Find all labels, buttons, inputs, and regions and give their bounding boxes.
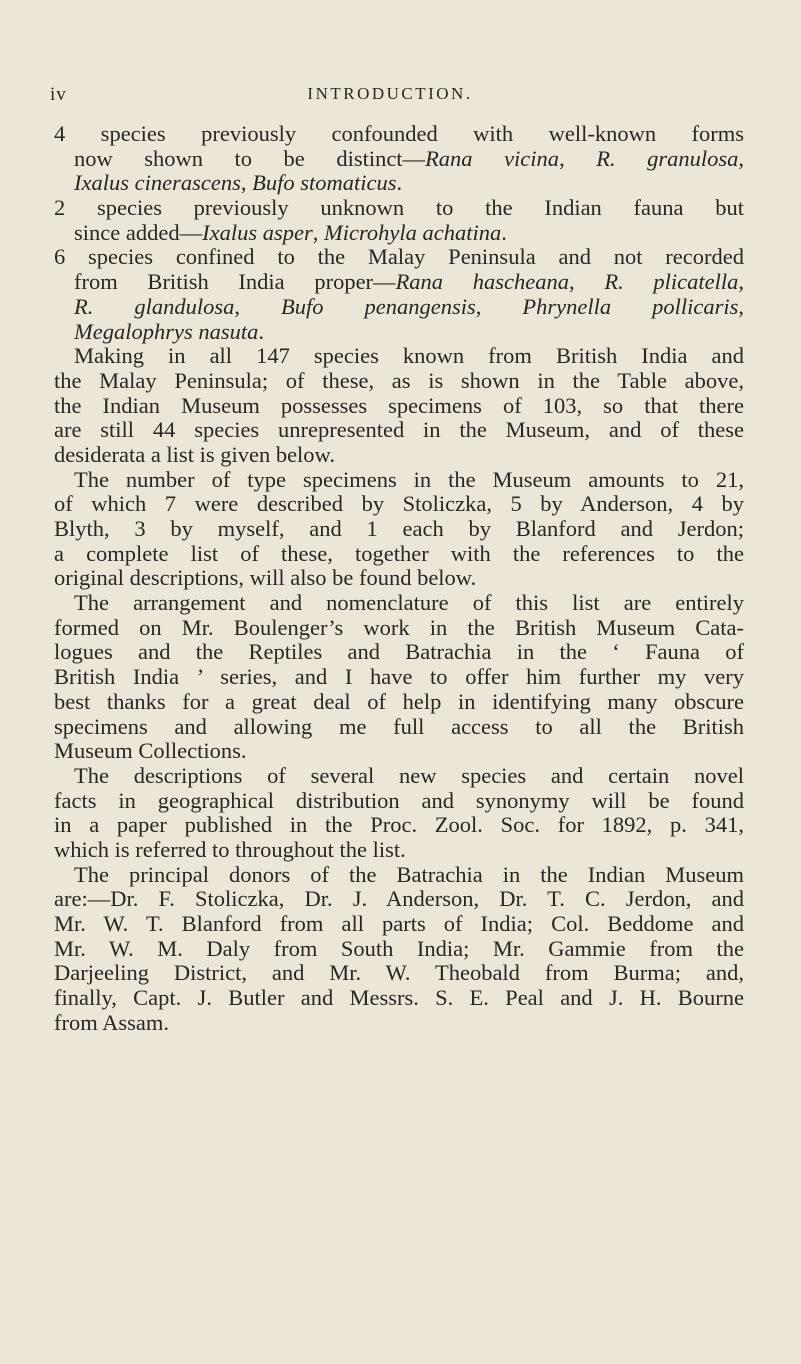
species-name: Microhyla achatina — [323, 220, 502, 245]
text-line: 4 species previously confounded with well-known forms — [54, 122, 744, 146]
text-line: Mr. W. T. Blanford from all parts of India; Col. Beddome and — [54, 912, 744, 936]
species-name: Ixalus cinerascens — [74, 171, 241, 196]
text-line: Museum Collections. — [54, 739, 247, 764]
text-line: Darjeeling District, and Mr. W. Theobald from Burma; and, — [54, 961, 744, 986]
text-line: are still 44 species unrepresented in the Museum, and of these — [54, 418, 744, 443]
text-line: specimens and allowing me full access to all the British — [54, 714, 744, 739]
text-line: Blyth, 3 by myself, and 1 each by Blanford and Jerdon; — [54, 517, 744, 541]
species-name: Bufo penangensis — [281, 294, 476, 319]
text-line: R. glandulosa, Bufo penangensis, Phrynella pollicaris, — [74, 294, 744, 319]
text-line: Megalophrys nasuta. — [74, 319, 264, 344]
text-line: original descriptions, will also be found below. — [54, 566, 477, 591]
text-line: from Assam. — [54, 1010, 169, 1035]
species-name: R. plicatella — [604, 270, 739, 295]
text-line: from British India proper—Rana hascheana, R. plicatella, — [74, 270, 744, 295]
text-line: formed on Mr. Boulenger’s work in the British Museum Cata- — [54, 615, 744, 640]
text-line: the Malay Peninsula; of these, as is shown in the Table above, — [54, 368, 744, 393]
text-line: since added—Ixalus asper, Microhyla achatina. — [74, 220, 507, 245]
text-line: in a paper published in the Proc. Zool. Soc. for 1892, p. 341, — [54, 813, 744, 838]
text-line: The principal donors of the Batrachia in the Indian Museum — [74, 862, 744, 887]
species-name: R. glandulosa — [74, 294, 235, 319]
page-number: iv — [50, 84, 67, 105]
text-line: the Indian Museum possesses specimens of 103, so that there — [54, 393, 744, 418]
running-title: INTRODUCTION. — [307, 84, 473, 103]
running-head — [50, 84, 690, 110]
text-line: logues and the Reptiles and Batrachia in the ‘ Fauna of — [54, 640, 744, 665]
text-line: a complete list of these, together with the references to the — [54, 541, 744, 566]
species-name: Ixalus asper — [202, 220, 313, 245]
body-text — [54, 122, 744, 1035]
text-line: Making in all 147 species known from British India and — [74, 344, 744, 369]
text-line: of which 7 were described by Stoliczka, 5 by Anderson, 4 by — [54, 492, 744, 517]
text-line: which is referred to throughout the list. — [54, 837, 406, 862]
text-line: Mr. W. M. Daly from South India; Mr. Gammie from the — [54, 936, 744, 961]
species-name: Phrynella pollicaris — [522, 294, 739, 319]
species-name: Megalophrys nasuta — [74, 319, 259, 344]
text-line: best thanks for a great deal of help in identifying many obscure — [54, 689, 744, 714]
text-line: The descriptions of several new species and certain novel — [74, 763, 744, 788]
text-line: finally, Capt. J. Butler and Messrs. S. E. Peal and J. H. Bourne — [54, 986, 744, 1011]
text-line: 6 species confined to the Malay Peninsula and not recorded — [54, 245, 744, 270]
text-line: desiderata a list is given below. — [54, 442, 335, 467]
species-name: R. granulosa — [596, 146, 739, 171]
species-name: Rana hascheana — [395, 270, 569, 295]
text-line: 2 species previously unknown to the Indian fauna but — [54, 196, 744, 221]
text-line: are:—Dr. F. Stoliczka, Dr. J. Anderson, Dr. T. C. Jerdon, and — [54, 887, 744, 912]
text-line: Ixalus cinerascens, Bufo stomaticus. — [74, 171, 403, 196]
species-name: Rana vicina — [425, 146, 560, 171]
species-name: Bufo stomaticus — [252, 171, 397, 196]
text-line: The arrangement and nomenclature of this list are entirely — [74, 591, 744, 616]
text-line: facts in geographical distribution and synonymy will be found — [54, 788, 744, 813]
text-line: The number of type specimens in the Museum amounts to 21, — [74, 467, 744, 492]
text-line: British India ’ series, and I have to offer him further my very — [54, 665, 744, 690]
text-line: now shown to be distinct—Rana vicina, R. granulosa, — [74, 146, 744, 171]
